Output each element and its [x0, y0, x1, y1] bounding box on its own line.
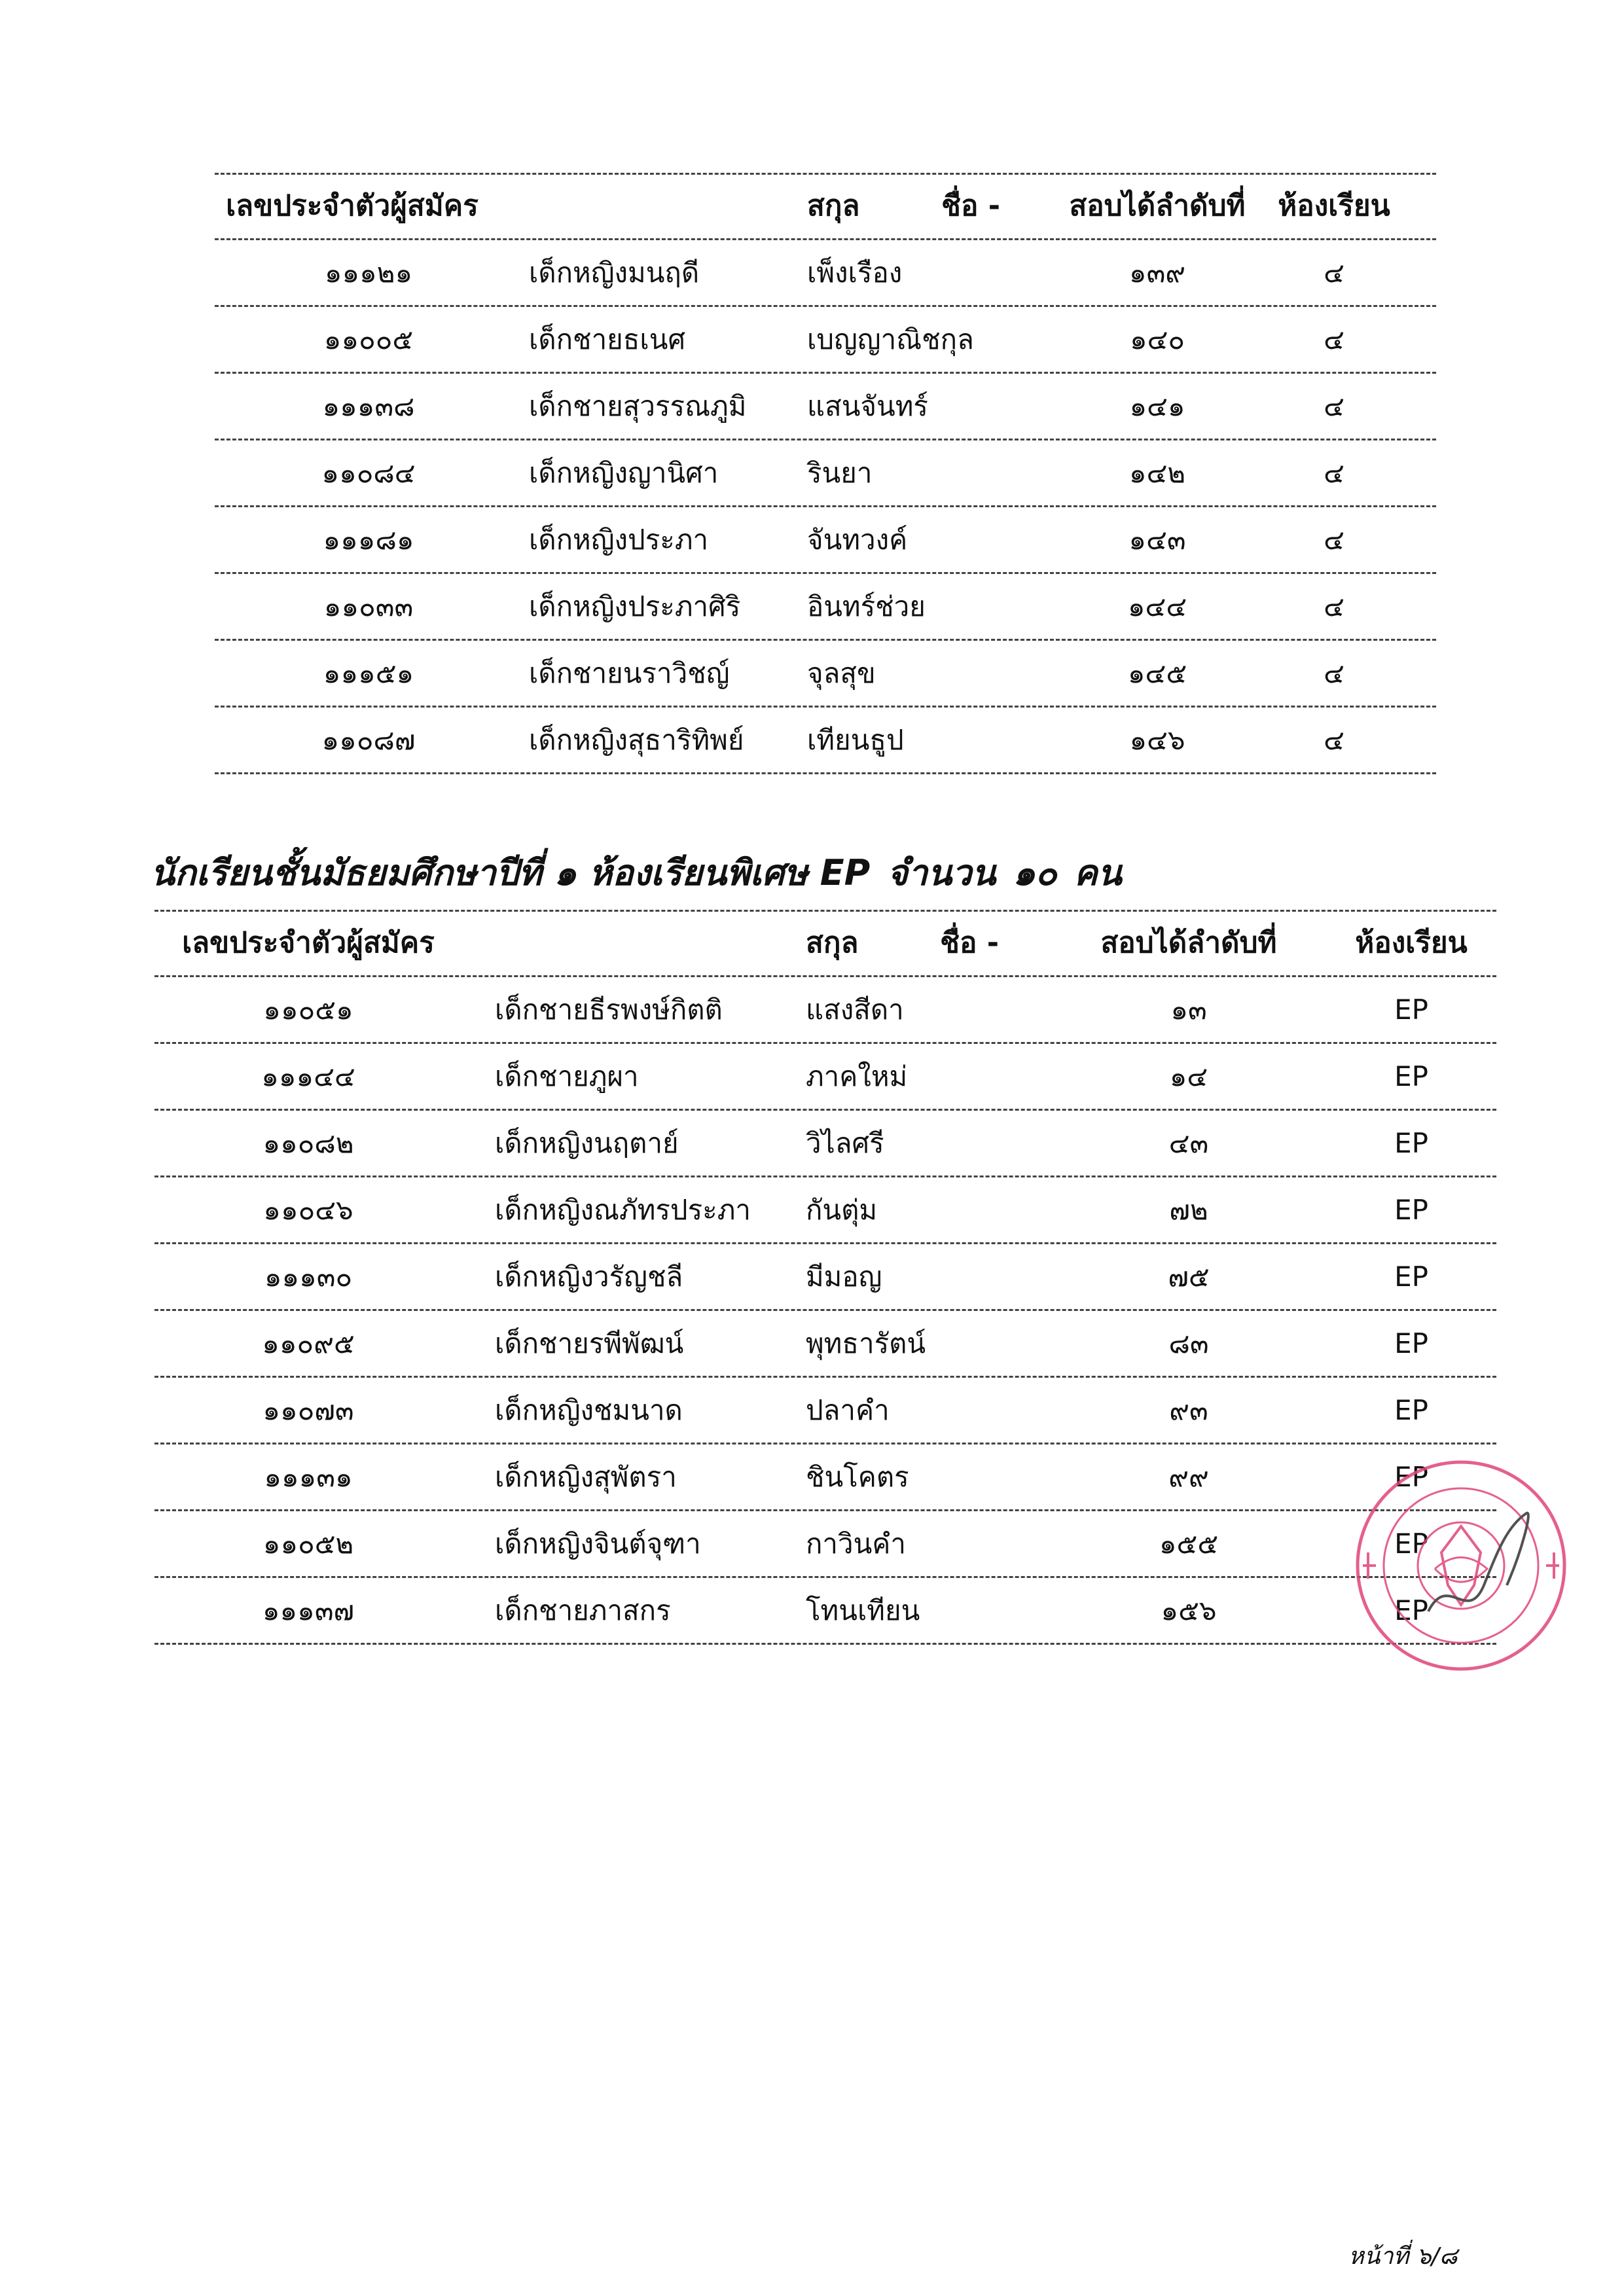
cell-surname: จันทวงค์: [807, 524, 908, 556]
cell-surname: พุทธารัตน์: [806, 1327, 926, 1359]
cell-room: EP: [1394, 1060, 1428, 1092]
cell-rank: ๑๔๓: [1128, 524, 1186, 556]
cell-id: ๑๑๑๔๔: [261, 1060, 355, 1092]
cell-room: ๔: [1324, 657, 1344, 689]
table-row: [215, 640, 1436, 707]
table-row: [215, 573, 1436, 640]
cell-rank: ๑๕๖: [1161, 1594, 1217, 1626]
header-rank: สอบได้ลำดับที่: [1100, 926, 1277, 960]
cell-room: ๔: [1324, 390, 1344, 422]
cell-room: ๔: [1324, 323, 1344, 355]
table-row: [154, 1043, 1496, 1110]
cell-surname: ปลาคำ: [806, 1394, 890, 1426]
cell-room: EP: [1394, 1327, 1428, 1359]
cell-name: เด็กชายธเนศ: [529, 323, 686, 355]
table-row: [215, 707, 1436, 774]
cell-id: ๑๑๐๗๓: [262, 1394, 354, 1426]
cell-rank: ๘๓: [1168, 1327, 1209, 1359]
header-surname: สกุล: [807, 189, 860, 223]
cell-rank: ๑๕๕: [1159, 1528, 1219, 1560]
cell-id: ๑๑๐๓๓: [323, 590, 414, 622]
cell-room: EP: [1394, 1127, 1428, 1159]
cell-id: ๑๑๐๕๑: [263, 994, 353, 1026]
cell-id: ๑๑๑๓๐: [264, 1261, 353, 1293]
cell-surname: รินยา: [807, 457, 873, 489]
cell-room: EP: [1394, 1394, 1428, 1426]
cell-room: EP: [1394, 994, 1428, 1026]
cell-room: EP: [1394, 1528, 1428, 1560]
table-row: [154, 1310, 1496, 1377]
cell-id: ๑๑๐๐๕: [323, 323, 414, 355]
cell-id: ๑๑๑๒๑: [324, 257, 413, 289]
cell-surname: กาวินคำ: [806, 1528, 906, 1560]
table-row: [154, 1577, 1496, 1644]
cell-id: ๑๑๐๘๗: [321, 724, 416, 756]
cell-name: เด็กชายธีรพงษ์กิตติ: [495, 994, 723, 1026]
cell-surname: ภาคใหม่: [806, 1060, 908, 1092]
cell-room: ๔: [1324, 257, 1344, 289]
cell-name: เด็กหญิงจินต์จุฑา: [495, 1528, 701, 1560]
cell-room: ๔: [1324, 724, 1344, 756]
table-row: [215, 373, 1436, 440]
cell-name: เด็กหญิงสุธาริทิพย์: [529, 724, 744, 756]
cell-rank: ๔๓: [1168, 1127, 1209, 1159]
cell-rank: ๑๔๖: [1129, 724, 1185, 756]
cell-surname: จุลสุข: [807, 657, 876, 689]
section-heading-unit: คน: [1074, 852, 1122, 893]
cell-surname: วิไลศรี: [806, 1127, 884, 1159]
table-rule: [215, 772, 1436, 774]
header-id: เลขประจำตัวผู้สมัคร: [226, 189, 478, 223]
header-room: ห้องเรียน: [1278, 189, 1390, 223]
header-rank: สอบได้ลำดับที่: [1069, 189, 1246, 223]
section-heading-ep: [151, 844, 1460, 901]
table-row: [154, 1244, 1496, 1310]
table-row: [215, 240, 1436, 306]
header-room: ห้องเรียน: [1355, 926, 1468, 960]
cell-rank: ๑๔๒: [1128, 457, 1186, 489]
results-table-room-4: [215, 173, 1436, 774]
table-header-row: [215, 173, 1436, 240]
table-row: [215, 507, 1436, 573]
cell-surname: เบญญาณิชกุล: [807, 323, 974, 355]
table-row: [154, 977, 1496, 1043]
cell-surname: โทนเทียน: [806, 1594, 920, 1626]
table-row: [154, 1110, 1496, 1177]
cell-id: ๑๑๑๓๗: [262, 1594, 355, 1626]
cell-name: เด็กชายนราวิชญ์: [529, 657, 730, 689]
cell-rank: ๑๓๙: [1128, 257, 1186, 289]
results-table-ep: [154, 910, 1496, 1644]
cell-name: เด็กชายภาสกร: [495, 1594, 671, 1626]
cell-name: เด็กหญิงมนฤดี: [529, 257, 700, 289]
cell-id: ๑๑๑๓๘: [322, 390, 415, 422]
table-row: [154, 1177, 1496, 1244]
cell-name: เด็กชายรพีพัฒน์: [495, 1327, 684, 1359]
header-name: ชื่อ -: [940, 926, 999, 960]
cell-room: ๔: [1324, 524, 1344, 556]
header-surname: สกุล: [806, 926, 859, 960]
cell-surname: เพ็งเรือง: [807, 257, 903, 289]
cell-surname: ชินโคตร: [806, 1461, 909, 1493]
cell-room: EP: [1394, 1594, 1428, 1626]
cell-rank: ๑๔๔: [1127, 590, 1187, 622]
cell-rank: ๙๙: [1168, 1461, 1209, 1493]
cell-name: เด็กหญิงญานิศา: [529, 457, 719, 489]
cell-name: เด็กหญิงณภัทรประภา: [495, 1194, 751, 1226]
cell-rank: ๑๔: [1169, 1060, 1208, 1092]
cell-room: EP: [1394, 1461, 1428, 1493]
cell-surname: แสงสีดา: [806, 994, 904, 1026]
cell-surname: มีมอญ: [806, 1261, 882, 1293]
cell-surname: เทียนธูป: [807, 724, 904, 756]
table-rule: [154, 1643, 1496, 1645]
cell-id: ๑๑๐๘๔: [321, 457, 416, 489]
cell-name: เด็กหญิงประภา: [529, 524, 709, 556]
table-row: [154, 1444, 1496, 1511]
cell-surname: กันตุ่ม: [806, 1194, 878, 1226]
table-row: [154, 1511, 1496, 1577]
cell-rank: ๗๕: [1168, 1261, 1210, 1293]
section-heading-count-label: จำนวน: [887, 852, 996, 893]
section-heading-count: ๑๐: [1013, 852, 1057, 893]
table-row: [215, 440, 1436, 507]
page-number: หน้าที่ ๖/๘: [1348, 2243, 1458, 2270]
cell-rank: ๑๔๕: [1127, 657, 1187, 689]
cell-id: ๑๑๐๕๒: [262, 1528, 354, 1560]
official-seal-stamp: [1350, 1454, 1572, 1677]
table-header-row: [154, 910, 1496, 977]
cell-rank: ๗๒: [1169, 1194, 1208, 1226]
cell-id: ๑๑๐๔๖: [263, 1194, 353, 1226]
cell-name: เด็กชายสุวรรณภูมิ: [529, 390, 747, 422]
cell-room: ๔: [1324, 590, 1344, 622]
cell-id: ๑๑๑๓๑: [264, 1461, 353, 1493]
table-row: [154, 1377, 1496, 1444]
cell-rank: ๙๓: [1169, 1394, 1208, 1426]
section-heading-title: นักเรียนชั้นมัธยมศึกษาปีที่ ๑ ห้องเรียนพิเศษ EP: [151, 852, 871, 893]
cell-surname: อินทร์ช่วย: [807, 590, 926, 622]
cell-surname: แสนจันทร์: [807, 390, 928, 422]
cell-name: เด็กหญิงวรัญชลี: [495, 1261, 683, 1293]
table-row: [215, 306, 1436, 373]
cell-rank: ๑๔๐: [1129, 323, 1185, 355]
cell-name: เด็กหญิงสุพัตรา: [495, 1461, 677, 1493]
header-id: เลขประจำตัวผู้สมัคร: [182, 926, 435, 960]
cell-room: ๔: [1324, 457, 1344, 489]
cell-name: เด็กหญิงนฤตาย์: [495, 1127, 679, 1159]
cell-rank: ๑๓: [1170, 994, 1207, 1026]
cell-name: เด็กหญิงประภาศิริ: [529, 590, 741, 622]
cell-id: ๑๑๐๘๒: [262, 1127, 354, 1159]
cell-id: ๑๑๑๘๑: [323, 524, 414, 556]
cell-id: ๑๑๐๙๕: [262, 1327, 355, 1359]
header-name: ชื่อ -: [941, 189, 1000, 223]
cell-id: ๑๑๑๕๑: [323, 657, 414, 689]
cell-room: EP: [1394, 1261, 1428, 1293]
cell-rank: ๑๔๑: [1129, 390, 1185, 422]
cell-room: EP: [1394, 1194, 1428, 1226]
cell-name: เด็กชายภูผา: [495, 1060, 639, 1092]
cell-name: เด็กหญิงชมนาด: [495, 1394, 683, 1426]
